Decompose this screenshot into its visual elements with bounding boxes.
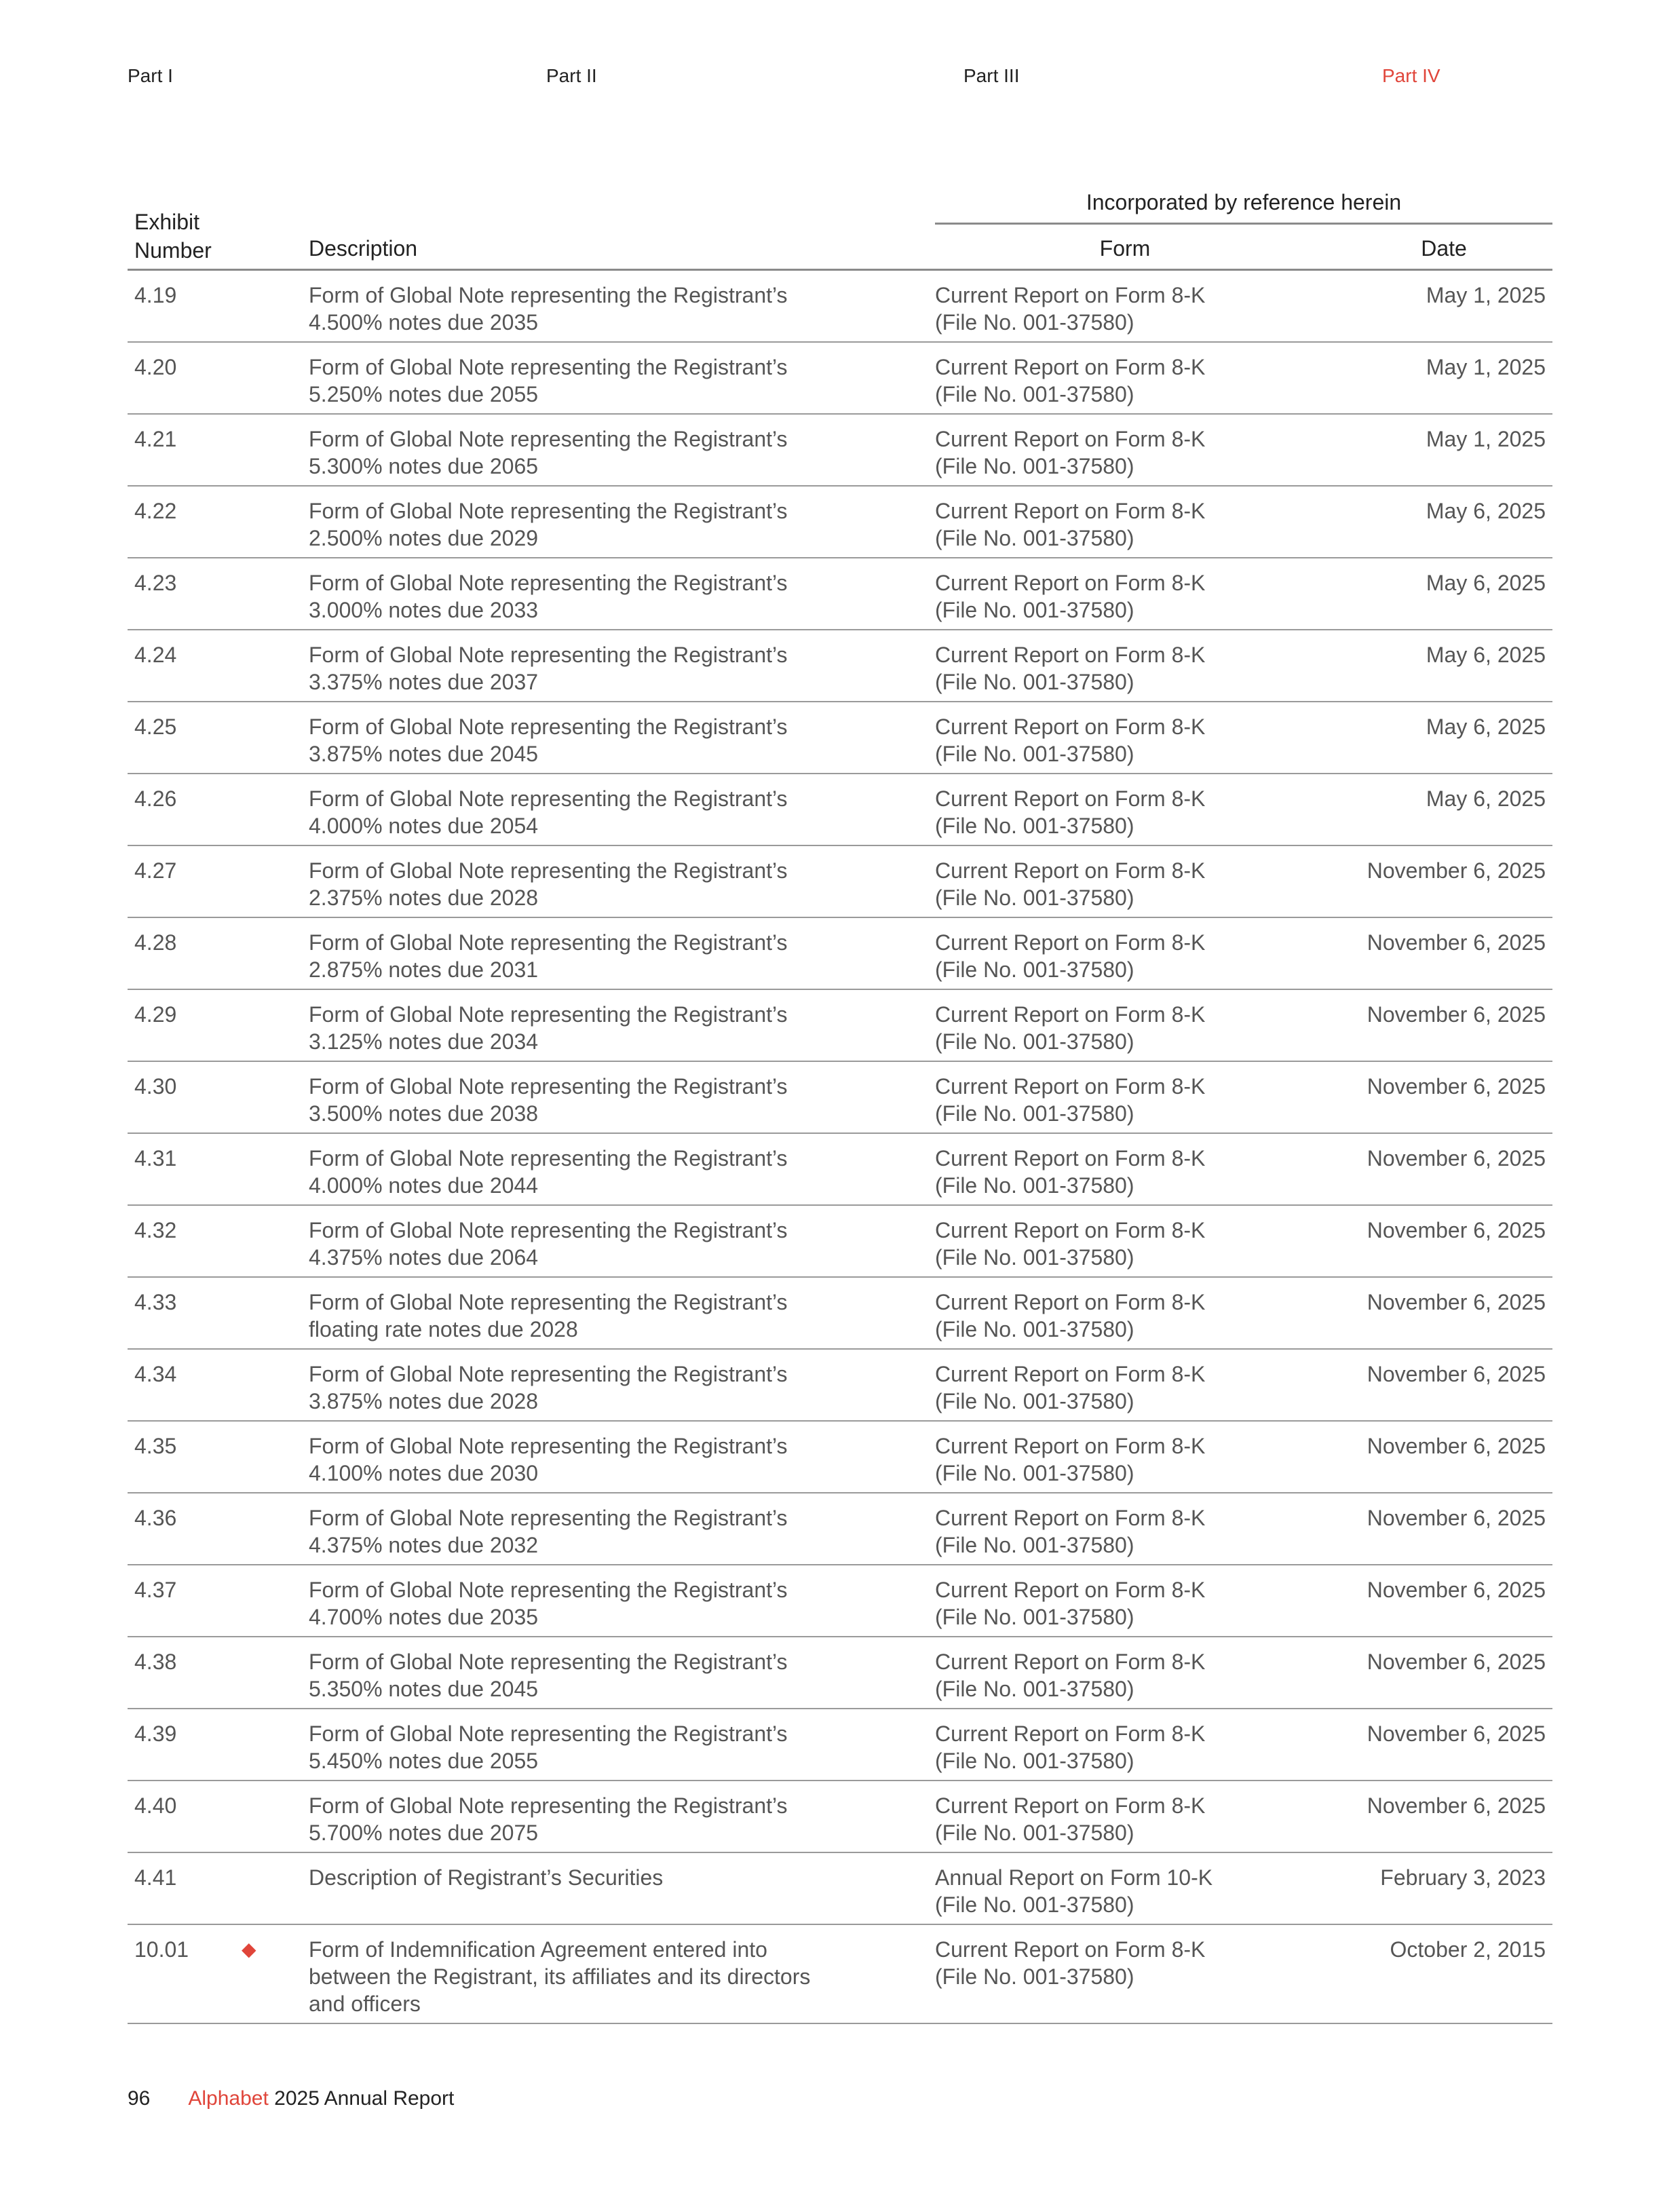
description-line: Form of Global Note representing the Registrant’s bbox=[309, 1290, 788, 1314]
exhibit-description bbox=[309, 1648, 919, 1702]
table-row bbox=[128, 1781, 1552, 1853]
brand-name: Alphabet bbox=[188, 2087, 269, 2110]
exhibit-form bbox=[935, 425, 1315, 480]
exhibit-header-line-2: Number bbox=[134, 238, 212, 263]
description-line: 3.875% notes due 2028 bbox=[309, 1389, 539, 1413]
description-line: 4.000% notes due 2054 bbox=[309, 814, 539, 838]
exhibit-date: May 6, 2025 bbox=[1426, 715, 1546, 739]
exhibit-number: 4.27 bbox=[134, 858, 177, 883]
exhibit-description bbox=[309, 497, 919, 552]
description-line: Form of Global Note representing the Registrant’s bbox=[309, 715, 788, 739]
description-line: 3.375% notes due 2037 bbox=[309, 670, 539, 694]
exhibit-date: November 6, 2025 bbox=[1367, 930, 1546, 955]
description-line: 4.375% notes due 2064 bbox=[309, 1245, 539, 1270]
exhibit-date: November 6, 2025 bbox=[1367, 1362, 1546, 1386]
exhibit-form bbox=[935, 1217, 1315, 1271]
table-row bbox=[128, 487, 1552, 558]
table-row bbox=[128, 702, 1552, 774]
exhibit-date: May 1, 2025 bbox=[1426, 355, 1546, 379]
exhibit-description bbox=[309, 425, 919, 480]
table-header bbox=[128, 183, 1552, 269]
report-title: 2025 Annual Report bbox=[274, 2087, 455, 2110]
exhibit-description bbox=[309, 1145, 919, 1199]
exhibit-form bbox=[935, 929, 1315, 983]
nav-part-3-link[interactable]: Part III bbox=[963, 65, 1020, 86]
form-line: Current Report on Form 8-K bbox=[935, 1793, 1206, 1818]
exhibit-date: November 6, 2025 bbox=[1367, 1650, 1546, 1674]
exhibit-description bbox=[309, 1073, 919, 1127]
description-line: Form of Global Note representing the Registrant’s bbox=[309, 1578, 788, 1602]
exhibit-form bbox=[935, 1289, 1315, 1343]
description-line: Form of Indemnification Agreement entered into bbox=[309, 1937, 767, 1962]
form-line: (File No. 001-37580) bbox=[935, 1533, 1134, 1557]
exhibit-date: November 6, 2025 bbox=[1367, 1290, 1546, 1314]
table-row bbox=[128, 1925, 1552, 2024]
exhibit-description bbox=[309, 1792, 919, 1846]
description-line: 2.500% notes due 2029 bbox=[309, 526, 539, 550]
exhibit-description bbox=[309, 1001, 919, 1055]
exhibit-description bbox=[309, 1432, 919, 1487]
exhibit-number: 4.37 bbox=[134, 1578, 177, 1602]
exhibit-table bbox=[128, 183, 1552, 2024]
form-line: (File No. 001-37580) bbox=[935, 382, 1134, 406]
exhibit-number: 4.33 bbox=[134, 1290, 177, 1314]
exhibit-number: 4.22 bbox=[134, 499, 177, 523]
form-line: Current Report on Form 8-K bbox=[935, 571, 1206, 595]
description-line: 4.500% notes due 2035 bbox=[309, 310, 539, 335]
description-line: floating rate notes due 2028 bbox=[309, 1317, 578, 1341]
description-line: 4.100% notes due 2030 bbox=[309, 1461, 539, 1485]
exhibit-form bbox=[935, 1001, 1315, 1055]
table-row bbox=[128, 415, 1552, 487]
form-header: Form bbox=[1099, 236, 1151, 261]
description-line: Form of Global Note representing the Registrant’s bbox=[309, 1721, 788, 1746]
nav-part-2-link[interactable]: Part II bbox=[546, 65, 597, 86]
exhibit-form bbox=[935, 1073, 1315, 1127]
description-line: Form of Global Note representing the Registrant’s bbox=[309, 1218, 788, 1242]
form-line: (File No. 001-37580) bbox=[935, 886, 1134, 910]
table-row bbox=[128, 774, 1552, 846]
exhibit-description bbox=[309, 354, 919, 408]
exhibit-form bbox=[935, 497, 1315, 552]
exhibit-date: November 6, 2025 bbox=[1367, 1002, 1546, 1027]
exhibit-number: 4.36 bbox=[134, 1506, 177, 1530]
exhibit-description bbox=[309, 641, 919, 696]
exhibit-description bbox=[309, 282, 919, 336]
exhibit-description bbox=[309, 1217, 919, 1271]
exhibit-number: 4.23 bbox=[134, 571, 177, 595]
exhibit-form bbox=[935, 569, 1315, 624]
table-row bbox=[128, 1350, 1552, 1422]
exhibit-form bbox=[935, 1648, 1315, 1702]
table-row bbox=[128, 1134, 1552, 1206]
table-row bbox=[128, 1278, 1552, 1350]
table-row bbox=[128, 1637, 1552, 1709]
exhibit-number: 4.29 bbox=[134, 1002, 177, 1027]
exhibit-description bbox=[309, 1504, 919, 1559]
form-line: Current Report on Form 8-K bbox=[935, 1937, 1206, 1962]
table-row bbox=[128, 846, 1552, 918]
description-line: 3.875% notes due 2045 bbox=[309, 742, 539, 766]
exhibit-date: November 6, 2025 bbox=[1367, 1793, 1546, 1818]
form-line: (File No. 001-37580) bbox=[935, 310, 1134, 335]
date-header: Date bbox=[1421, 236, 1467, 261]
table-body bbox=[128, 271, 1552, 2024]
description-line: 3.125% notes due 2034 bbox=[309, 1029, 539, 1054]
exhibit-date: February 3, 2023 bbox=[1380, 1865, 1546, 1890]
exhibit-date: May 1, 2025 bbox=[1426, 427, 1546, 451]
form-line: (File No. 001-37580) bbox=[935, 1461, 1134, 1485]
exhibit-description bbox=[309, 857, 919, 911]
exhibit-date: November 6, 2025 bbox=[1367, 1146, 1546, 1170]
description-line: Form of Global Note representing the Registrant’s bbox=[309, 1074, 788, 1099]
exhibit-header-line-1: Exhibit bbox=[134, 210, 200, 234]
exhibit-number: 4.31 bbox=[134, 1146, 177, 1170]
description-line: Form of Global Note representing the Registrant’s bbox=[309, 786, 788, 811]
form-line: (File No. 001-37580) bbox=[935, 526, 1134, 550]
exhibit-number: 4.21 bbox=[134, 427, 177, 451]
description-line: Form of Global Note representing the Registrant’s bbox=[309, 930, 788, 955]
form-line: (File No. 001-37580) bbox=[935, 957, 1134, 982]
exhibit-form bbox=[935, 641, 1315, 696]
form-line: (File No. 001-37580) bbox=[935, 1964, 1134, 1989]
description-line: Form of Global Note representing the Registrant’s bbox=[309, 1650, 788, 1674]
form-line: Current Report on Form 8-K bbox=[935, 1362, 1206, 1386]
description-line: Form of Global Note representing the Registrant’s bbox=[309, 427, 788, 451]
exhibit-date: May 6, 2025 bbox=[1426, 643, 1546, 667]
form-line: (File No. 001-37580) bbox=[935, 454, 1134, 478]
description-line: Form of Global Note representing the Registrant’s bbox=[309, 571, 788, 595]
exhibit-form bbox=[935, 785, 1315, 839]
form-line: (File No. 001-37580) bbox=[935, 1821, 1134, 1845]
form-line: Current Report on Form 8-K bbox=[935, 786, 1206, 811]
table-row bbox=[128, 558, 1552, 630]
form-line: Current Report on Form 8-K bbox=[935, 643, 1206, 667]
exhibit-date: May 1, 2025 bbox=[1426, 283, 1546, 307]
incorporated-by-reference-header: Incorporated by reference herein bbox=[1086, 190, 1402, 214]
form-line: (File No. 001-37580) bbox=[935, 1317, 1134, 1341]
description-line: Form of Global Note representing the Registrant’s bbox=[309, 499, 788, 523]
form-line: (File No. 001-37580) bbox=[935, 814, 1134, 838]
table-row bbox=[128, 1853, 1552, 1925]
description-line: Form of Global Note representing the Registrant’s bbox=[309, 355, 788, 379]
table-row bbox=[128, 630, 1552, 702]
header-group-divider bbox=[935, 223, 1552, 225]
exhibit-form bbox=[935, 1576, 1315, 1631]
description-line: Form of Global Note representing the Registrant’s bbox=[309, 283, 788, 307]
description-line: 2.375% notes due 2028 bbox=[309, 886, 539, 910]
exhibit-description bbox=[309, 1360, 919, 1415]
form-line: (File No. 001-37580) bbox=[935, 1173, 1134, 1198]
description-line: Form of Global Note representing the Registrant’s bbox=[309, 1362, 788, 1386]
exhibit-date: November 6, 2025 bbox=[1367, 858, 1546, 883]
description-line: 5.250% notes due 2055 bbox=[309, 382, 539, 406]
description-line: 3.000% notes due 2033 bbox=[309, 598, 539, 622]
form-line: (File No. 001-37580) bbox=[935, 742, 1134, 766]
description-line: Form of Global Note representing the Registrant’s bbox=[309, 1146, 788, 1170]
form-line: (File No. 001-37580) bbox=[935, 1749, 1134, 1773]
table-row bbox=[128, 343, 1552, 415]
description-line: 4.375% notes due 2032 bbox=[309, 1533, 539, 1557]
form-line: Annual Report on Form 10-K bbox=[935, 1865, 1213, 1890]
description-line: Form of Global Note representing the Registrant’s bbox=[309, 1434, 788, 1458]
exhibit-number: 4.19 bbox=[134, 283, 177, 307]
exhibit-form bbox=[935, 1864, 1315, 1918]
form-line: Current Report on Form 8-K bbox=[935, 930, 1206, 955]
exhibit-description bbox=[309, 929, 919, 983]
exhibit-number: 4.32 bbox=[134, 1218, 177, 1242]
form-line: Current Report on Form 8-K bbox=[935, 499, 1206, 523]
exhibit-number: 4.24 bbox=[134, 643, 177, 667]
form-line: Current Report on Form 8-K bbox=[935, 1578, 1206, 1602]
exhibit-number: 4.34 bbox=[134, 1362, 177, 1386]
form-line: (File No. 001-37580) bbox=[935, 1245, 1134, 1270]
description-line: between the Registrant, its affiliates and its directors bbox=[309, 1964, 811, 1989]
exhibit-number: 4.41 bbox=[134, 1865, 177, 1890]
description-line: 5.450% notes due 2055 bbox=[309, 1749, 539, 1773]
exhibit-description bbox=[309, 1289, 919, 1343]
form-line: (File No. 001-37580) bbox=[935, 1892, 1134, 1917]
exhibit-form bbox=[935, 713, 1315, 767]
description-line: Form of Global Note representing the Registrant’s bbox=[309, 1506, 788, 1530]
table-row bbox=[128, 918, 1552, 990]
exhibit-description bbox=[309, 785, 919, 839]
exhibit-date: October 2, 2015 bbox=[1390, 1937, 1546, 1962]
form-line: Current Report on Form 8-K bbox=[935, 1218, 1206, 1242]
exhibit-date: November 6, 2025 bbox=[1367, 1074, 1546, 1099]
table-row bbox=[128, 1565, 1552, 1637]
form-line: Current Report on Form 8-K bbox=[935, 1002, 1206, 1027]
form-line: (File No. 001-37580) bbox=[935, 1605, 1134, 1629]
exhibit-number: 4.28 bbox=[134, 930, 177, 955]
form-line: Current Report on Form 8-K bbox=[935, 1074, 1206, 1099]
exhibit-form bbox=[935, 1360, 1315, 1415]
exhibit-form bbox=[935, 354, 1315, 408]
table-row bbox=[128, 1709, 1552, 1781]
exhibit-description bbox=[309, 1576, 919, 1631]
form-line: (File No. 001-37580) bbox=[935, 598, 1134, 622]
description-line: and officers bbox=[309, 1992, 421, 2016]
form-line: Current Report on Form 8-K bbox=[935, 355, 1206, 379]
exhibit-number: 4.39 bbox=[134, 1721, 177, 1746]
exhibit-number-header bbox=[134, 208, 212, 265]
exhibit-description bbox=[309, 713, 919, 767]
description-line: Form of Global Note representing the Registrant’s bbox=[309, 643, 788, 667]
page-footer bbox=[128, 2087, 454, 2110]
exhibit-description bbox=[309, 1864, 919, 1891]
exhibit-number: 4.25 bbox=[134, 715, 177, 739]
exhibit-date: November 6, 2025 bbox=[1367, 1434, 1546, 1458]
form-line: (File No. 001-37580) bbox=[935, 1029, 1134, 1054]
form-line: Current Report on Form 8-K bbox=[935, 1434, 1206, 1458]
exhibit-number: 4.26 bbox=[134, 786, 177, 811]
exhibit-form bbox=[935, 857, 1315, 911]
exhibit-form bbox=[935, 1720, 1315, 1774]
form-line: Current Report on Form 8-K bbox=[935, 1290, 1206, 1314]
table-row bbox=[128, 1493, 1552, 1565]
exhibit-number: 4.35 bbox=[134, 1434, 177, 1458]
exhibit-number: 4.20 bbox=[134, 355, 177, 379]
form-line: (File No. 001-37580) bbox=[935, 1101, 1134, 1126]
exhibit-date: May 6, 2025 bbox=[1426, 786, 1546, 811]
form-line: (File No. 001-37580) bbox=[935, 1677, 1134, 1701]
description-line: 5.300% notes due 2065 bbox=[309, 454, 539, 478]
form-line: Current Report on Form 8-K bbox=[935, 715, 1206, 739]
table-row bbox=[128, 990, 1552, 1062]
form-line: Current Report on Form 8-K bbox=[935, 427, 1206, 451]
exhibit-date: November 6, 2025 bbox=[1367, 1578, 1546, 1602]
description-line: Form of Global Note representing the Registrant’s bbox=[309, 1793, 788, 1818]
exhibit-date: May 6, 2025 bbox=[1426, 499, 1546, 523]
form-line: Current Report on Form 8-K bbox=[935, 858, 1206, 883]
description-line: 4.700% notes due 2035 bbox=[309, 1605, 539, 1629]
diamond-marker-icon: ◆ bbox=[242, 1939, 256, 1960]
form-line: Current Report on Form 8-K bbox=[935, 283, 1206, 307]
exhibit-form bbox=[935, 1936, 1315, 1990]
table-row bbox=[128, 1062, 1552, 1134]
exhibit-form bbox=[935, 1504, 1315, 1559]
table-row bbox=[128, 1422, 1552, 1493]
nav-part-4-link[interactable]: Part IV bbox=[1382, 65, 1440, 86]
exhibit-date: November 6, 2025 bbox=[1367, 1506, 1546, 1530]
table-row bbox=[128, 271, 1552, 343]
form-line: (File No. 001-37580) bbox=[935, 670, 1134, 694]
description-line: Form of Global Note representing the Registrant’s bbox=[309, 1002, 788, 1027]
exhibit-number: 4.30 bbox=[134, 1074, 177, 1099]
exhibit-date: November 6, 2025 bbox=[1367, 1218, 1546, 1242]
form-line: Current Report on Form 8-K bbox=[935, 1146, 1206, 1170]
nav-part-1-link[interactable]: Part I bbox=[128, 65, 173, 86]
exhibit-number: 4.40 bbox=[134, 1793, 177, 1818]
description-line: Description of Registrant’s Securities bbox=[309, 1865, 664, 1890]
exhibit-description bbox=[309, 1936, 919, 2017]
description-line: 5.350% notes due 2045 bbox=[309, 1677, 539, 1701]
description-line: 2.875% notes due 2031 bbox=[309, 957, 539, 982]
exhibit-form bbox=[935, 1145, 1315, 1199]
exhibit-date: November 6, 2025 bbox=[1367, 1721, 1546, 1746]
exhibit-form bbox=[935, 282, 1315, 336]
exhibit-number: 4.38 bbox=[134, 1650, 177, 1674]
description-line: 5.700% notes due 2075 bbox=[309, 1821, 539, 1845]
exhibit-form bbox=[935, 1432, 1315, 1487]
exhibit-description bbox=[309, 569, 919, 624]
exhibit-description bbox=[309, 1720, 919, 1774]
description-line: 3.500% notes due 2038 bbox=[309, 1101, 539, 1126]
exhibit-date: May 6, 2025 bbox=[1426, 571, 1546, 595]
page-number: 96 bbox=[128, 2087, 151, 2110]
top-navigation bbox=[128, 65, 1552, 92]
form-line: Current Report on Form 8-K bbox=[935, 1721, 1206, 1746]
exhibit-number: 10.01 bbox=[134, 1937, 189, 1962]
description-line: 4.000% notes due 2044 bbox=[309, 1173, 539, 1198]
form-line: Current Report on Form 8-K bbox=[935, 1506, 1206, 1530]
exhibit-form bbox=[935, 1792, 1315, 1846]
table-row bbox=[128, 1206, 1552, 1278]
form-line: Current Report on Form 8-K bbox=[935, 1650, 1206, 1674]
description-header: Description bbox=[309, 236, 418, 261]
form-line: (File No. 001-37580) bbox=[935, 1389, 1134, 1413]
description-line: Form of Global Note representing the Registrant’s bbox=[309, 858, 788, 883]
